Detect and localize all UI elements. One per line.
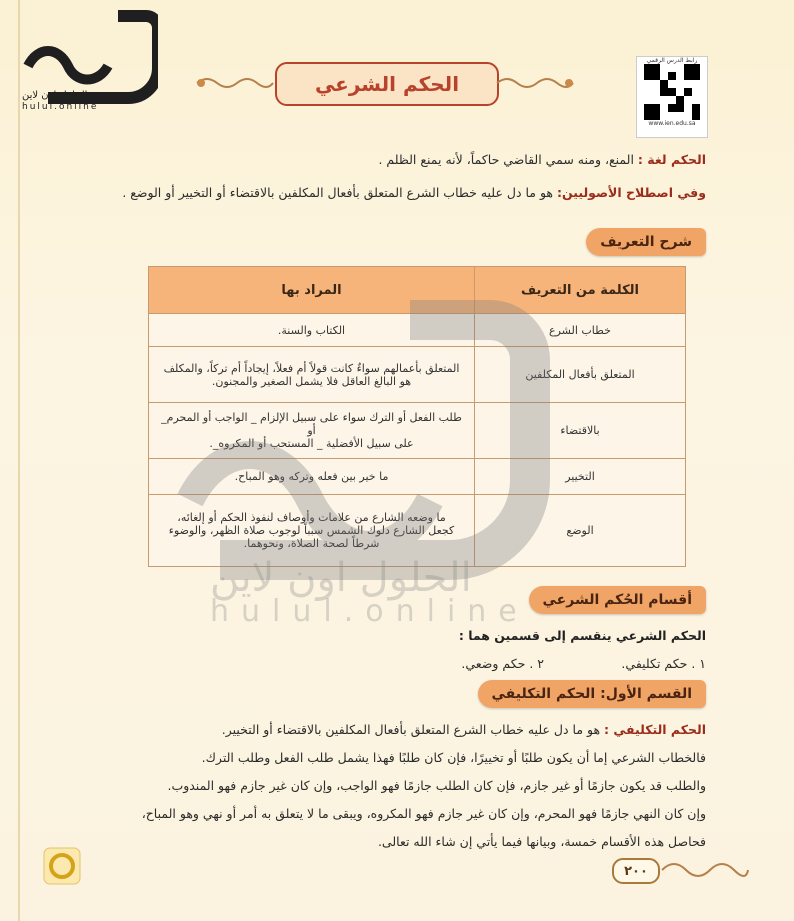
definition-term (122, 185, 706, 200)
taklifi-line-3: وإن كان النهي جازمًا فهو المحرم، وإن كان غير جازم فهو المكروه، ويبقى ما لا يتعلق به أمر أو نهي وهو المباح، (141, 806, 706, 821)
term-label: وفي اصطلاح الأصوليين: (557, 185, 706, 200)
term-text: هو ما دل عليه خطاب الشرع المتعلق بأفعال المكلفين بالاقتضاء أو التخيير أو الوضع . (122, 185, 557, 200)
page-edge (18, 0, 20, 921)
table-cell-word: خطاب الشرع (475, 314, 686, 347)
table-cell-word: بالاقتضاء (475, 403, 686, 459)
taklifi-line-2: والطلب قد يكون جازمًا أو غير جازم، فإن كان الطلب جازمًا فهو الواجب، وإن كان غير جازم فهو المندوب. (167, 778, 706, 793)
qr-caption-bottom: www.ien.edu.sa (648, 120, 696, 127)
table-header-word: الكلمة من التعريف (475, 267, 686, 314)
title-banner (195, 62, 575, 106)
page-title: الحكم الشرعي (314, 72, 460, 96)
lang-label: الحكم لغة : (637, 152, 706, 167)
taklifi-definition (222, 722, 706, 737)
meaning-line: ما خير بين فعله وتركه وهو المباح. (234, 470, 389, 483)
page-number: ٢٠٠ (612, 858, 660, 884)
meaning-line: على سبيل الأفضلية _ المستحب أو المكروه_. (209, 437, 414, 450)
logo-url: hulul.online (22, 102, 99, 112)
table-cell-word: التخيير (475, 459, 686, 495)
divide-line (459, 628, 706, 643)
divide-text: الحكم الشرعي ينقسم إلى قسمين هما : (458, 628, 706, 643)
meaning-line: ما وضعه الشارع من علامات وأوصاف لنفوذ الحكم أو إلغائه، (177, 511, 446, 524)
section-heading-explanation: شرح التعريف (586, 228, 706, 256)
qr-code[interactable] (636, 56, 708, 138)
left-ornament-icon (195, 76, 275, 90)
table-header-meaning: المراد بها (149, 267, 475, 314)
taklifi-line-1: فالخطاب الشرعي إما أن يكون طلبًا أو تخييرًا، فإن كان طلبًا فهذا يشمل طلب الفعل وطلب الترك. (201, 750, 706, 765)
table-cell-word: الوضع (475, 495, 686, 567)
qr-icon (644, 64, 700, 120)
lang-text: المنع، ومنه سمي القاضي حاكماً، لأنه يمنع الظلم . (378, 152, 638, 167)
meaning-line: شرطاً لصحة الصلاة، ونحوهما. (243, 537, 380, 550)
meaning-line: طلب الفعل أو الترك سواء على سبيل الإلزام _ الواجب أو المحرم_ أو (161, 411, 462, 437)
section-heading-taklifi: القسم الأول: الحكم التكليفي (478, 680, 707, 708)
title-box (275, 62, 499, 106)
taklifi-line-4: فحاصل هذه الأقسام خمسة، وبيانها فيما يأتي إن شاء الله تعالى. (377, 834, 706, 849)
section-heading-divisions: أقسام الحُكم الشرعي (529, 586, 706, 614)
qr-caption-top: رابط الدرس الرقمي (646, 57, 698, 64)
type-2: ٢ . حكم وضعي. (461, 656, 544, 671)
taklifi-label: الحكم التكليفي : (604, 722, 706, 737)
type-1: ١ . حكم تكليفي. (621, 656, 706, 671)
meaning-line: المتعلق بأعمالهم سواءٌ كانت قولاً أم فعلاً، إيجاداً أم تركاً، والمكلف (163, 361, 460, 375)
right-ornament-icon (495, 76, 575, 90)
taklifi-text: هو ما دل عليه خطاب الشرع المتعلق بأفعال المكلفين بالاقتضاء أو التخيير. (221, 722, 605, 737)
page-ornament-icon (660, 858, 750, 882)
meaning-line: كجعل الشارع دلوك الشمس سبباً لوجوب صلاة الظهر، والوضوء (168, 524, 455, 537)
watermark-subtitle: الحلول اون لاين (210, 555, 472, 601)
definition-lang (378, 152, 706, 167)
watermark-url: hulul.online (210, 594, 529, 629)
corner-emblem-icon (42, 846, 82, 886)
meaning-line: هو البالغ العاقل فلا يشمل الصغير والمجنون. (211, 374, 412, 388)
logo-subtitle: الحلول اون لاين (22, 90, 88, 101)
brand-logo (8, 6, 158, 116)
table-cell-word: المتعلق بأفعال المكلفين (475, 347, 686, 403)
meaning-line: الكتاب والسنة. (277, 323, 346, 337)
